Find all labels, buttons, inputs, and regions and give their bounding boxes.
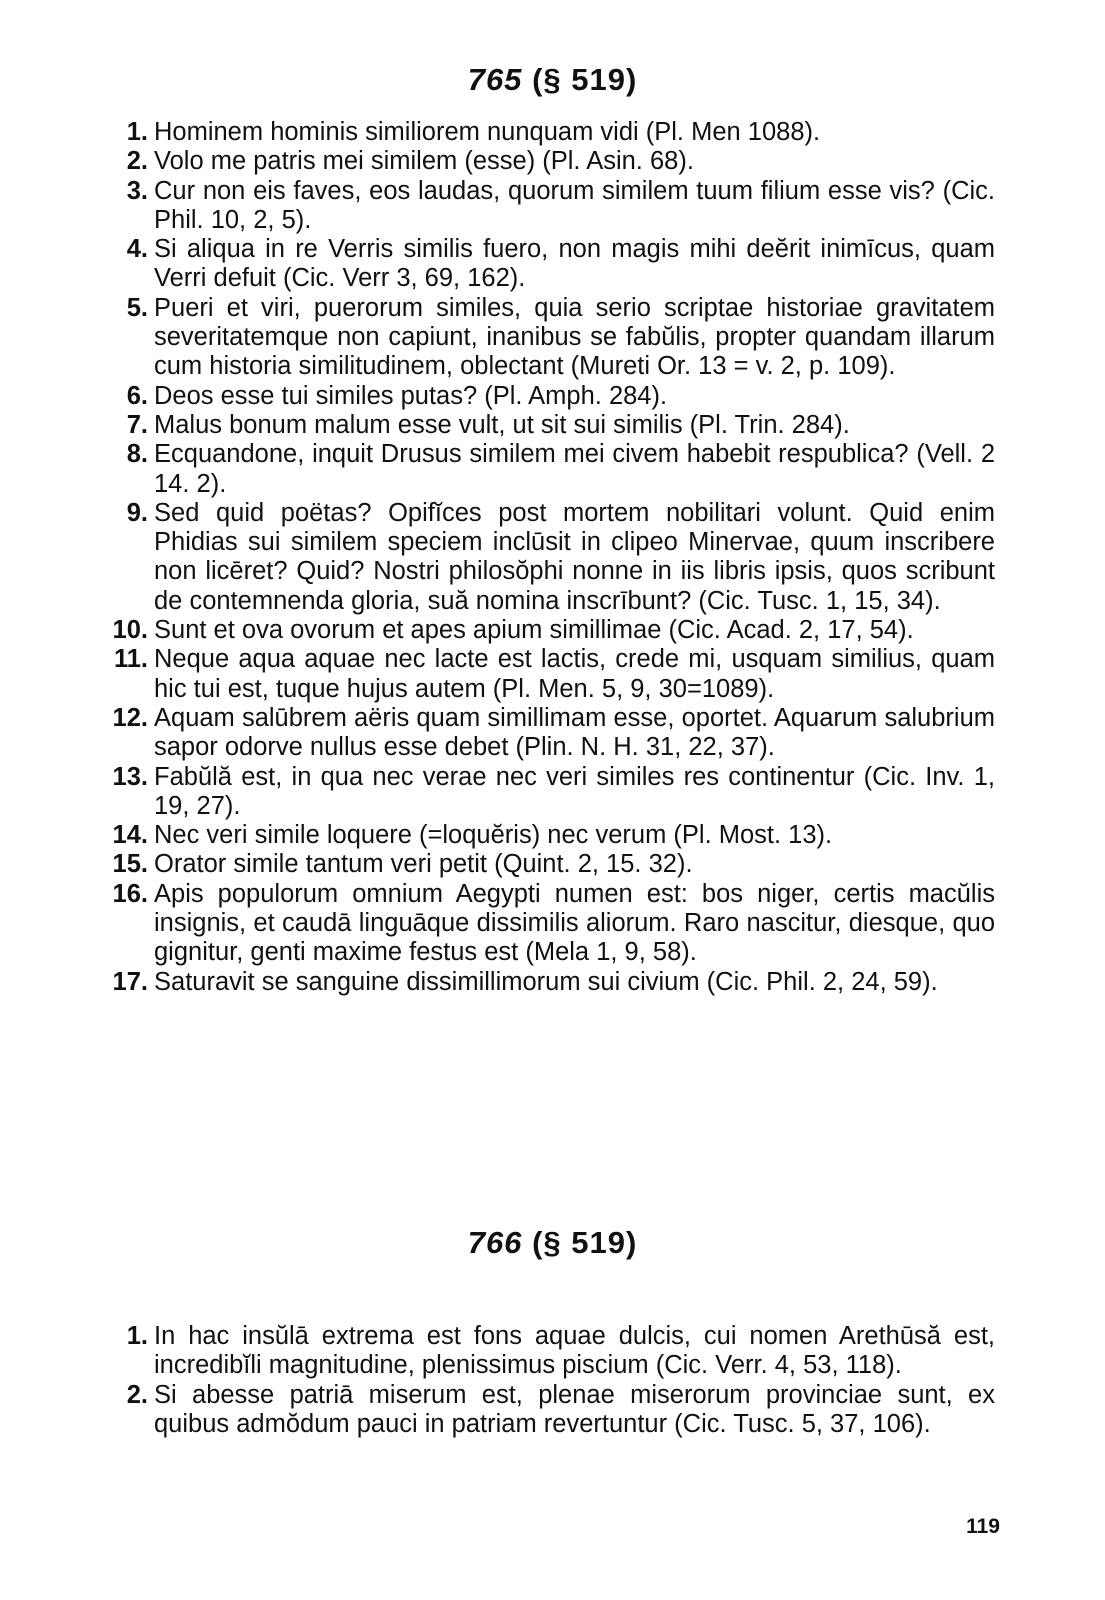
exercise-list-765 bbox=[110, 118, 995, 997]
list-item bbox=[110, 499, 995, 616]
item-number: 1. bbox=[126, 1322, 148, 1350]
list-item bbox=[110, 1322, 995, 1381]
item-text: Deos esse tui similes putas? (Pl. Amph. 284). bbox=[154, 381, 668, 410]
list-item bbox=[110, 821, 995, 850]
section-reference: (§ 519) bbox=[532, 1225, 638, 1260]
item-text: Hominem hominis similiorem nunquam vidi (Pl. Men 1088). bbox=[154, 118, 821, 146]
list-item bbox=[110, 704, 995, 763]
item-text: Neque aqua aquae nec lacte est lactis, crede mi, usquam similius, quam hic tui est, tuque hujus autem (Pl. Men. 5, 9, 30=1089). bbox=[154, 645, 995, 703]
item-text: Orator simile tantum veri petit (Quint. 2, 15. 32). bbox=[154, 850, 693, 879]
item-text: In hac insŭlā extrema est fons aquae dulcis, cui nomen Arethūsă est, incredibĭli magnitudine, plenissimus piscium (Cic. Verr. 4, 53, 118). bbox=[154, 1322, 995, 1380]
item-number: 5. bbox=[126, 293, 148, 322]
item-number: 3. bbox=[126, 176, 148, 205]
item-number: 13. bbox=[112, 762, 148, 791]
item-text: Sunt et ova ovorum et apes apium simillimae (Cic. Acad. 2, 17, 54). bbox=[154, 616, 914, 645]
list-item bbox=[110, 880, 995, 968]
item-text: Saturavit se sanguine dissimillimorum sui civium (Cic. Phil. 2, 24, 59). bbox=[154, 967, 938, 996]
list-item bbox=[110, 763, 995, 822]
section-number: 765 bbox=[467, 62, 523, 97]
item-number: 2. bbox=[126, 1380, 148, 1409]
item-number: 15. bbox=[112, 850, 148, 879]
list-item bbox=[110, 411, 995, 440]
item-text: Nec veri simile loquere (=loquĕris) nec verum (Pl. Most. 13). bbox=[154, 821, 833, 850]
item-text: Si aliqua in re Verris similis fuero, non magis mihi deĕrit inimīcus, quam Verri defuit (Cic. Verr 3, 69, 162). bbox=[154, 235, 995, 293]
section-heading-766 bbox=[0, 1225, 1105, 1261]
item-text: Sed quid poëtas? Opifĭces post mortem nobilitari volunt. Quid enim Phidias sui similem speciem inclūsit in clipeo Minervae, quum inscribere non licēret? Quid? Nostri philosŏphi nonne in iis libris ipsis, quos scribunt de contemnenda gloria, suă nomina inscrībunt? (Cic. Tusc. 1, 15, 34). bbox=[154, 498, 995, 615]
list-item bbox=[110, 382, 995, 411]
list-item bbox=[110, 1381, 995, 1440]
section-heading-765 bbox=[0, 62, 1105, 98]
item-text: Aquam salūbrem aëris quam simillimam esse, oportet. Aquarum salubrium sapor odorve nullus esse debet (Plin. N. H. 31, 22, 37). bbox=[154, 703, 995, 762]
item-number: 12. bbox=[112, 703, 148, 732]
list-item bbox=[110, 118, 995, 147]
item-number: 11. bbox=[113, 645, 148, 674]
item-text: Fabŭlă est, in qua nec verae nec veri similes res continentur (Cic. Inv. 1, 19, 27). bbox=[154, 762, 995, 820]
item-number: 10. bbox=[112, 616, 148, 645]
list-item bbox=[110, 294, 995, 382]
list-item bbox=[110, 968, 995, 997]
page-number: 119 bbox=[966, 1515, 1000, 1538]
list-item bbox=[110, 147, 995, 176]
list-item bbox=[110, 616, 995, 645]
item-text: Volo me patris mei similem (esse) (Pl. Asin. 68). bbox=[154, 147, 694, 176]
item-text: Si abesse patriā miserum est, plenae miserorum provinciae sunt, ex quibus admŏdum pauci in patriam revertuntur (Cic. Tusc. 5, 37, 106). bbox=[154, 1380, 995, 1438]
item-number: 2. bbox=[126, 147, 148, 176]
item-number: 16. bbox=[112, 879, 148, 908]
item-text: Malus bonum malum esse vult, ut sit sui similis (Pl. Trin. 284). bbox=[154, 410, 850, 439]
item-number: 9. bbox=[126, 498, 148, 527]
list-item bbox=[110, 645, 995, 704]
item-number: 17. bbox=[112, 967, 148, 996]
list-item bbox=[110, 235, 995, 294]
item-number: 6. bbox=[126, 381, 148, 410]
list-item bbox=[110, 440, 995, 499]
item-text: Ecquandone, inquit Drusus similem mei civem habebit respublica? (Vell. 2 14. 2). bbox=[154, 440, 995, 498]
item-number: 14. bbox=[112, 821, 148, 850]
item-text: Apis populorum omnium Aegypti numen est: bos niger, certis macŭlis insignis, et caudā linguāque dissimilis aliorum. Raro nascitur, diesque, quo gignitur, genti maxime festus est (Mela 1, 9, 58). bbox=[154, 879, 995, 967]
section-number: 766 bbox=[467, 1225, 523, 1260]
item-text: Pueri et viri, puerorum similes, quia serio scriptae historiae gravitatem severitatemque non capiunt, inanibus se fabŭlis, propter quandam illarum cum historia similitudinem, oblectant (Mureti Or. 13 = v. 2, p. 109). bbox=[154, 293, 995, 381]
list-item bbox=[110, 850, 995, 879]
item-number: 1. bbox=[126, 118, 148, 146]
item-number: 7. bbox=[126, 410, 148, 439]
list-item bbox=[110, 177, 995, 236]
section-reference: (§ 519) bbox=[532, 62, 638, 97]
item-number: 4. bbox=[126, 235, 148, 264]
exercise-list-766 bbox=[110, 1322, 995, 1439]
item-text: Cur non eis faves, eos laudas, quorum similem tuum filium esse vis? (Cic. Phil. 10, 2, 5). bbox=[154, 176, 995, 234]
item-number: 8. bbox=[126, 440, 148, 469]
